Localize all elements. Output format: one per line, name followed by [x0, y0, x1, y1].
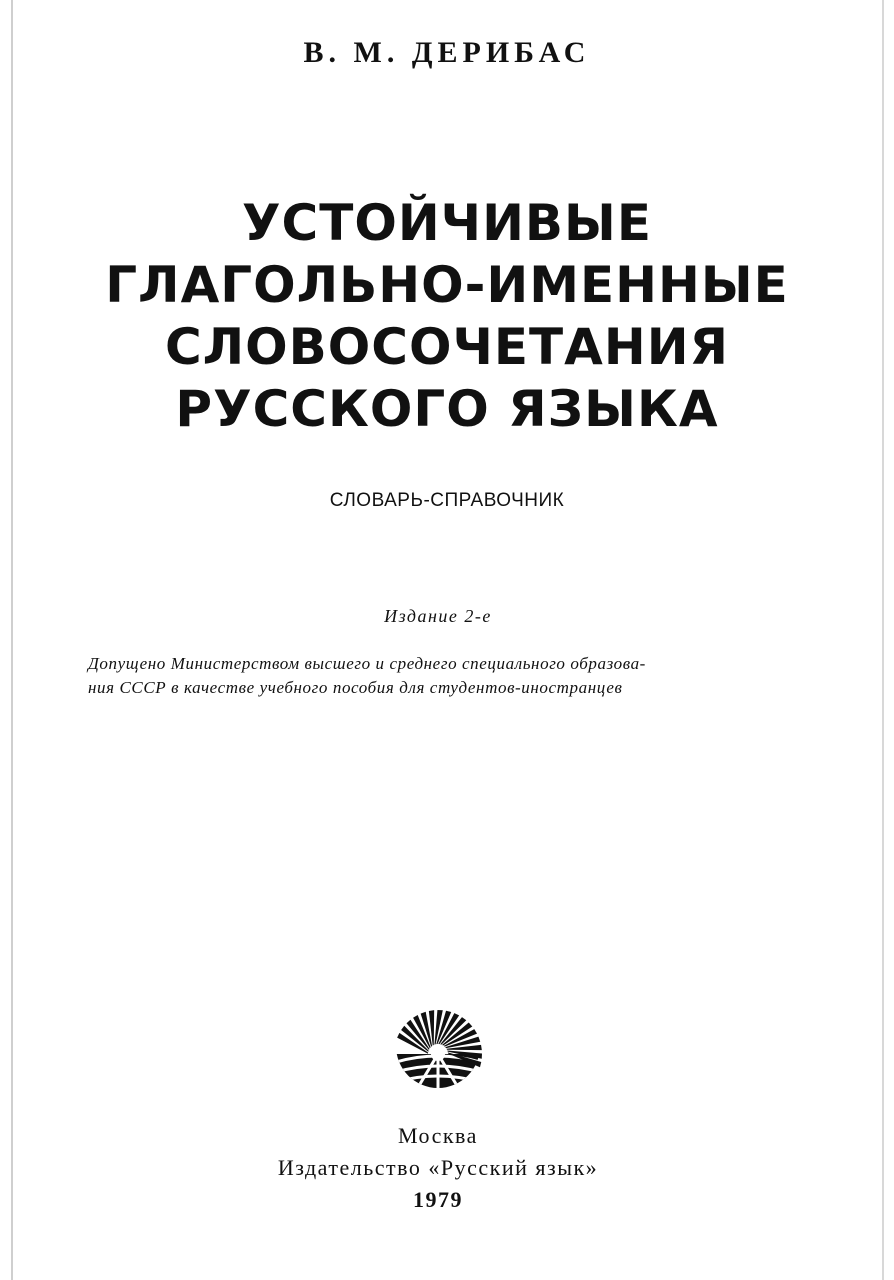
imprint-city: Москва	[398, 1123, 478, 1148]
title-line-1: УСТОЙЧИВЫЕ	[241, 194, 653, 252]
title-line-3: СЛОВОСОЧЕТАНИЯ	[164, 318, 730, 376]
book-title	[0, 192, 894, 440]
imprint-year: 1979	[413, 1187, 463, 1212]
title-line-4: РУССКОГО ЯЗЫКА	[175, 380, 719, 438]
approval-note	[88, 652, 804, 700]
book-subtitle: СЛОВАРЬ-СПРАВОЧНИК	[329, 490, 565, 511]
title-line-2: ГЛАГОЛЬНО-ИМЕННЫЕ	[105, 256, 789, 314]
author-name: В. М. ДЕРИБАС	[303, 36, 591, 69]
approval-line-1: Допущено Министерством высшего и среднего специального образова-	[88, 654, 646, 673]
edition-note: Издание 2-е	[384, 606, 492, 626]
imprint	[0, 1120, 876, 1216]
imprint-publisher: Издательство «Русский язык»	[277, 1155, 599, 1180]
publisher-sun-emblem-icon	[392, 998, 484, 1094]
approval-line-2: ния СССР в качестве учебного пособия для студентов-иностранцев	[88, 678, 623, 697]
emblem-sun	[431, 1047, 445, 1061]
